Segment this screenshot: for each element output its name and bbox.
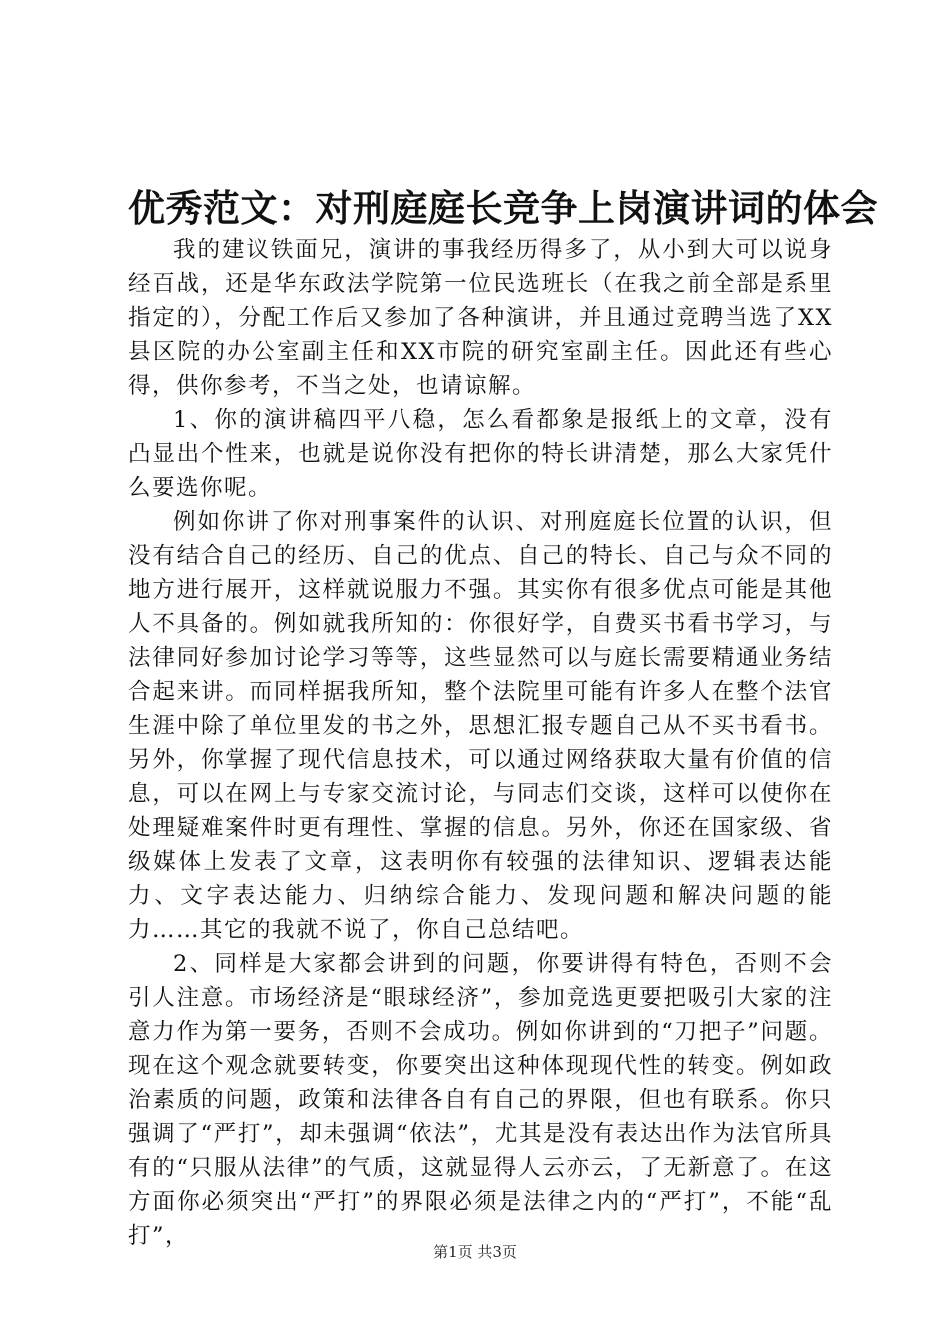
- document-title: 优秀范文：对刑庭庭长竞争上岗演讲词的体会: [128, 187, 878, 230]
- paragraph-point-2: 2、同样是大家都会讲到的问题，你要讲得有特色，否则不会引人注意。市场经济是“眼球经济”，参加竞选更要把吸引大家的注意力作为第一要务，否则不会成功。例如你讲到的“刀把子”问题。现在这个观念就要转变，你要突出这种体现现代性的转变。例如政治素质的问题，政策和法律各自有自己的界限，但也有联系。你只强调了“严打”，却未强调“依法”，尤其是没有表达出作为法官所具有的“只服从法律”的气质，这就显得人云亦云，了无新意了。在这方面你必须突出“严打”的界限必须是法律之内的“严打”，不能“乱打”，: [128, 951, 833, 1249]
- paragraph-point-1: 1、你的演讲稿四平八稳，怎么看都象是报纸上的文章，没有凸显出个性来，也就是说你没有把你的特长讲清楚，那么大家凭什么要选你呢。: [128, 407, 833, 501]
- page-number-footer: 第1页 共3页: [433, 1243, 517, 1261]
- paragraph-intro: 我的建议铁面兄，演讲的事我经历得多了，从小到大可以说身经百战，还是华东政法学院第一位民选班长（在我之前全部是系里指定的），分配工作后又参加了各种演讲，并且通过竞聘当选了XX县区院的办公室副主任和XX市院的研究室副主任。因此还有些心得，供你参考，不当之处，也请谅解。: [128, 237, 833, 399]
- document-body: [128, 233, 833, 1253]
- paragraph-example: 例如你讲了你对刑事案件的认识、对刑庭庭长位置的认识，但没有结合自己的经历、自己的优点、自己的特长、自己与众不同的地方进行展开，这样就说服力不强。其实你有很多优点可能是其他人不具备的。例如就我所知的：你很好学，自费买书看书学习，与法律同好参加讨论学习等等，这些显然可以与庭长需要精通业务结合起来讲。而同样据我所知，整个法院里可能有许多人在整个法官生涯中除了单位里发的书之外，思想汇报专题自己从不买书看书。另外，你掌握了现代信息技术，可以通过网络获取大量有价值的信息，可以在网上与专家交流讨论，与同志们交谈，这样可以使你在处理疑难案件时更有理性、掌握的信息。另外，你还在国家级、省级媒体上发表了文章，这表明你有较强的法律知识、逻辑表达能力、文字表达能力、归纳综合能力、发现问题和解决问题的能力……其它的我就不说了，你自己总结吧。: [128, 509, 833, 943]
